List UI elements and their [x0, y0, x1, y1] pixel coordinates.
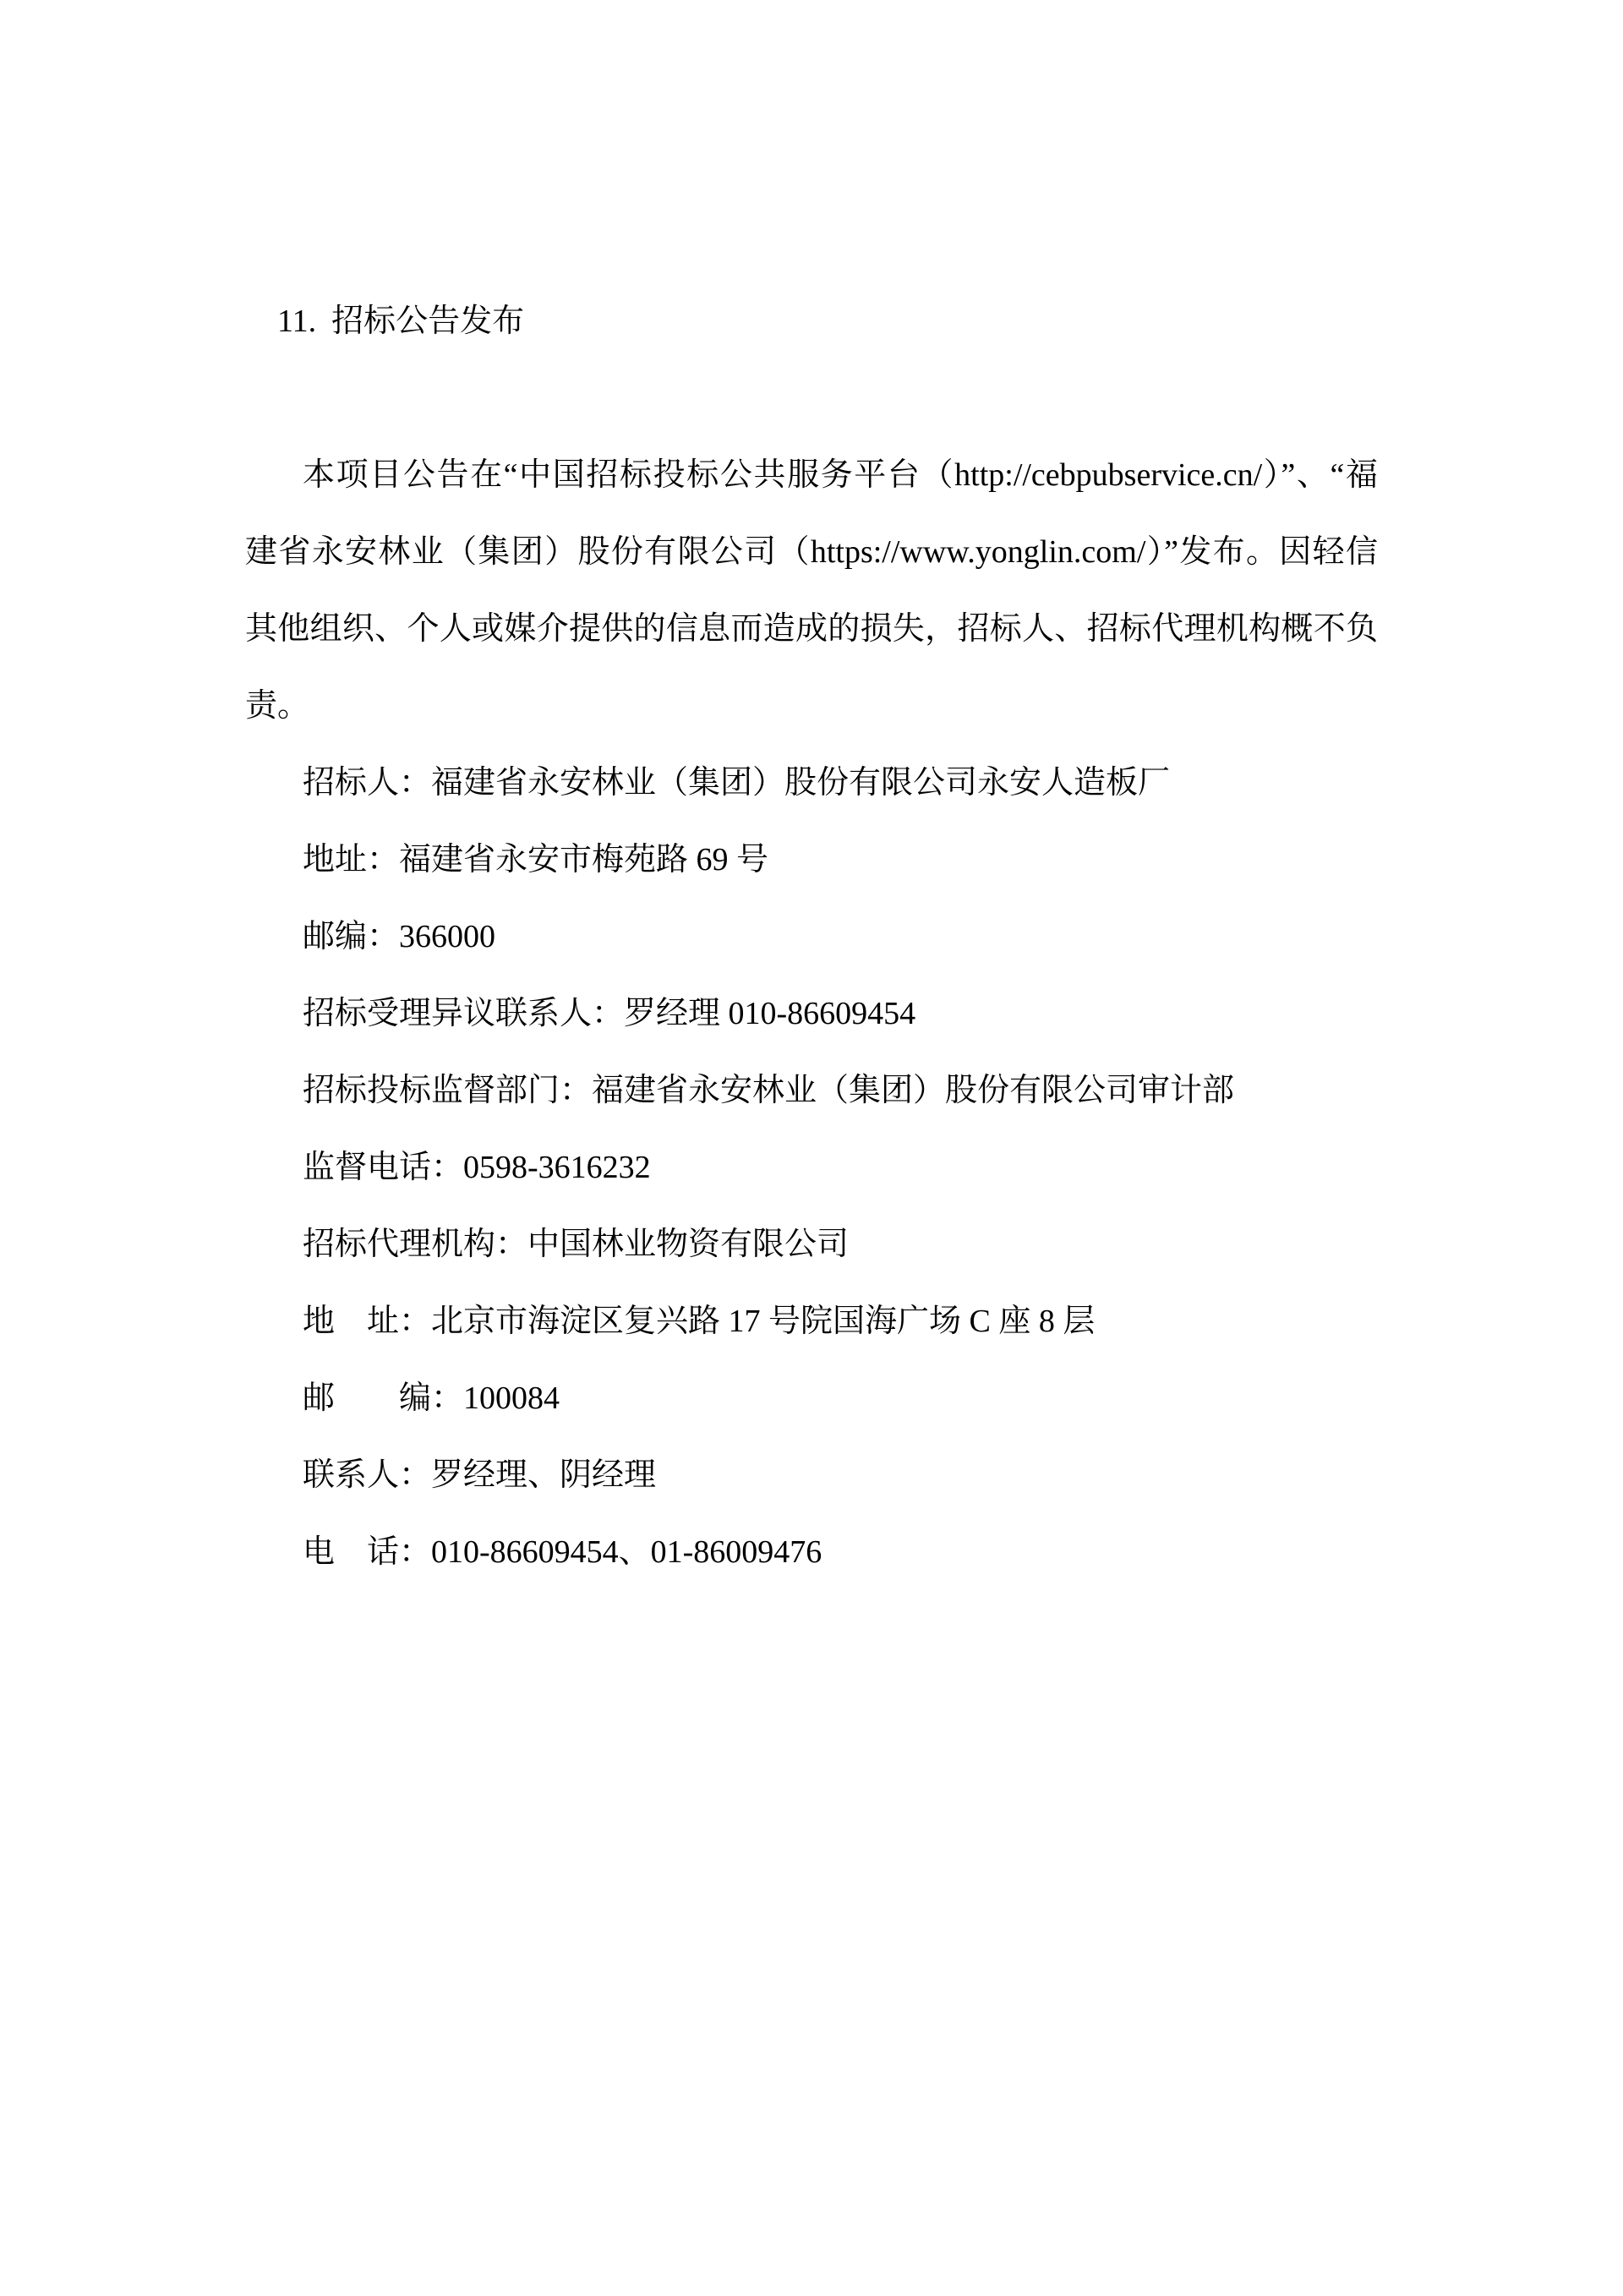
agency-phone-line: 电 话：010-86609454、01-86009476: [303, 1534, 822, 1570]
section-number: 11.: [277, 303, 317, 339]
paragraph-line: 责。: [245, 688, 310, 724]
bidder-postcode-line: 邮编：366000: [303, 919, 496, 954]
agency-address-line: 地 址：北京市海淀区复兴路 17 号院国海广场 C 座 8 层: [303, 1304, 1096, 1339]
agency-postcode-line: 邮 编：100084: [303, 1380, 560, 1416]
agency-contacts-line: 联系人：罗经理、阴经理: [303, 1457, 657, 1493]
paragraph-line: 其他组织、个人或媒介提供的信息而造成的损失，招标人、招标代理机构概不负: [245, 611, 1378, 647]
paragraph-line: 本项目公告在“中国招标投标公共服务平台（http://cebpubservice.cn/）”、“福: [303, 457, 1378, 493]
bidder-line: 招标人：福建省永安林业（集团）股份有限公司永安人造板厂: [303, 765, 1171, 801]
objection-contact-line: 招标受理异议联系人：罗经理 010-86609454: [303, 996, 916, 1031]
announcement-paragraph: [245, 437, 1378, 745]
supervision-phone-line: 监督电话：0598-3616232: [303, 1150, 651, 1185]
agency-line: 招标代理机构：中国林业物资有限公司: [303, 1227, 850, 1262]
contact-info: [245, 745, 1378, 1591]
supervision-dept-line: 招标投标监督部门：福建省永安林业（集团）股份有限公司审计部: [303, 1073, 1235, 1108]
section-heading: [245, 206, 1378, 437]
paragraph-line: 建省永安林业（集团）股份有限公司（https://www.yonglin.com/）”发布。因轻信: [245, 534, 1378, 570]
bidder-address-line: 地址：福建省永安市梅苑路 69 号: [303, 842, 769, 877]
section-title: 招标公告发布: [331, 303, 525, 339]
